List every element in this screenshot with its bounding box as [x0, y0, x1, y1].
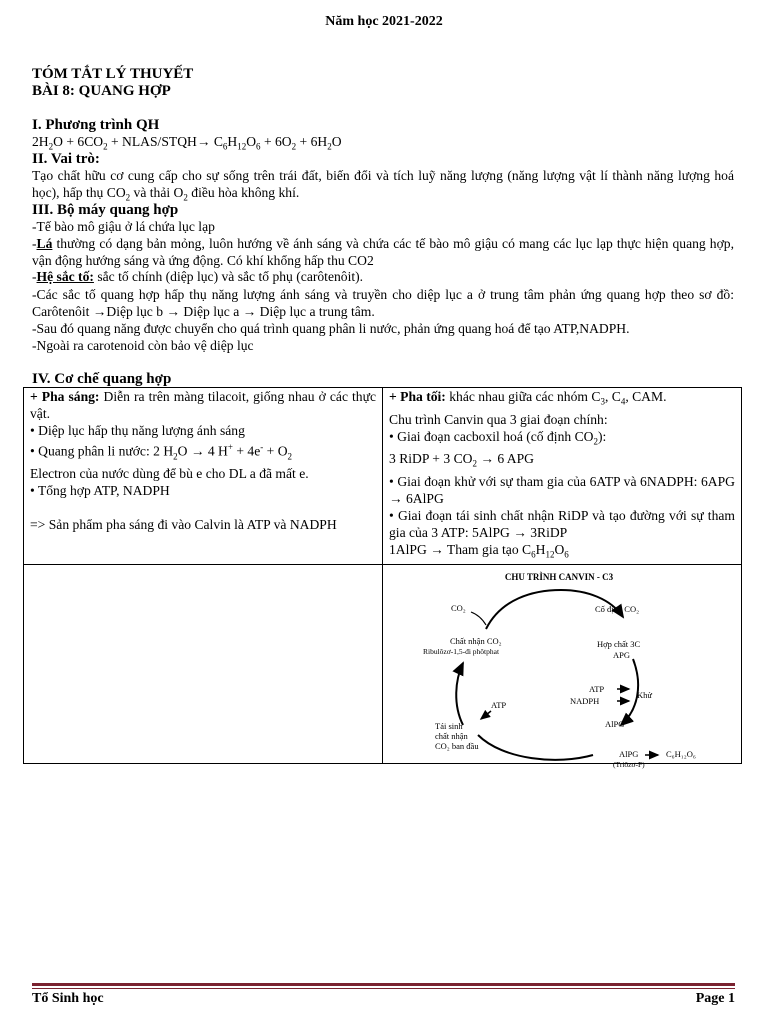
- light-phase-cell: [24, 388, 383, 565]
- light-bullet-3: • Tổng hợp ATP, NADPH: [30, 483, 170, 499]
- glucose-label: C₆H₁₂O₆: [666, 748, 696, 759]
- atp-regen-arrow: [481, 711, 491, 719]
- acceptor-label: Chất nhận CO₂: [450, 635, 502, 646]
- co2-input-arrow: [471, 612, 486, 625]
- empty-cell: [24, 564, 383, 763]
- dark-bullet-2: • Giai đoạn khử với sự tham gia của 6ATP và 6NADPH: 6APG → 6AlPG: [389, 474, 735, 507]
- footer-rule: [32, 983, 735, 986]
- co2-label: CO₂: [451, 602, 466, 613]
- reduction-label: Khử: [637, 689, 652, 700]
- dark-phase-intro: + Pha tối: khác nhau giữa các nhóm $C_3$, $C_4$, CAM.: [389, 389, 667, 407]
- alpg-output-label: AlPG: [619, 748, 639, 759]
- light-bullet-1: • Diệp lục hấp thụ năng lượng ánh sáng: [30, 423, 245, 438]
- apparatus-line-4: -Các sắc tố quang hợp hấp thụ năng lượng ánh sáng và truyền cho diệp lục a ở trung tâm phản ứng quang hợp theo sơ đồ: Carôtenôit →Diệp lục b → Diệp lục a → Diệp lục a trung tâm.: [32, 287, 734, 319]
- section-1-heading: I. Phương trình QH: [32, 117, 160, 133]
- co2-fixation-label: Cố định CO₂: [595, 603, 640, 614]
- dark-bullet-1: • Giai đoạn cacboxil hoá (cố định $CO_2$):: [389, 428, 607, 447]
- three-carbon-label: Hợp chất 3C: [597, 638, 641, 649]
- triose-label: (Triôzơ-P): [613, 759, 645, 769]
- light-phase-intro: + Pha sáng: Diễn ra trên màng tilacoit, giống nhau ở các thực vật.: [30, 389, 376, 421]
- atp-label: ATP: [589, 683, 605, 694]
- nadph-label: NADPH: [570, 695, 600, 706]
- role-text: Tạo chất hữu cơ cung cấp cho sự sống trên trái đất, biến đổi và tích luỹ năng lượng (năng lượng vật lí thành năng lượng hoá học), hấp thụ $CO_2$ và thải $O_2$ điều hòa không khí.: [32, 168, 734, 203]
- section-3-heading: III. Bộ máy quang hợp: [32, 202, 179, 218]
- atp-regen-label: ATP: [491, 699, 507, 710]
- diagram-cell: [383, 564, 742, 769]
- diagram-title: CHU TRÌNH CANVIN - C3: [504, 571, 614, 582]
- apg-label: APG: [613, 649, 631, 660]
- apparatus-leaf: -Lá thường có dạng bản mỏng, luôn hướng về ánh sáng và chứa các tế bào mô giậu có mang các lục lạp thực hiện quang hợp, vận động hướng sáng và ứng động. Có khí khổng hấp thu CO2: [32, 236, 734, 268]
- alpg-label: AlPG: [605, 718, 625, 729]
- dark-phase-cell: [383, 388, 742, 565]
- footer-rule-thin: [32, 988, 735, 989]
- light-electron-text: Electron của nước dùng để bù e cho DL a đã mất e.: [30, 466, 309, 482]
- dark-bullet-3: • Giai đoạn tái sinh chất nhận RiDP và tạo đường với sự tham gia của 3 ATP: 5AlPG → 3RiDP: [389, 508, 735, 541]
- calvin-intro: Chu trình Canvin qua 3 giai đoạn chính:: [389, 411, 608, 427]
- lesson-title: BÀI 8: QUANG HỢP: [32, 83, 171, 99]
- mechanism-table: [23, 387, 742, 769]
- light-product: => Sản phẩm pha sáng đi vào Calvin là ATP và NADPH: [30, 517, 337, 533]
- apparatus-line-1: -Tế bào mô giậu ở lá chứa lục lạp: [32, 219, 215, 234]
- page-title: TÓM TẮT LÝ THUYẾT: [32, 66, 194, 82]
- apparatus-line-5: -Sau đó quang năng được chuyển cho quá trình quang phân li nước, phản ứng quang hoá để tạo ATP,NADPH.: [32, 321, 630, 336]
- rubp-label: Ribulôzơ-1,5-đi phôtphat: [423, 646, 500, 656]
- cycle-arc-left: [456, 663, 463, 725]
- apparatus-line-6: -Ngoài ra carotenoid còn bảo vệ diệp lục: [32, 338, 254, 353]
- carboxylation-equation: 3 RiDP + 3 $CO_2 \to 6$ APG: [389, 451, 534, 470]
- regen-label-1: Tái sinh: [435, 720, 463, 731]
- calvin-cycle-diagram: [383, 565, 741, 769]
- footer-department: Tổ Sinh học: [32, 991, 104, 1006]
- regen-label-2: chất nhận: [435, 730, 468, 741]
- light-bullet-2: • Quang phân li nước: 2 $H_2O \to 4$ $H^+ + 4e^- + O_2$: [30, 442, 293, 462]
- apparatus-pigments: -Hệ sắc tố: sắc tố chính (diệp lục) và sắc tố phụ (carôtenôit).: [32, 269, 364, 284]
- regen-label-3: CO₂ ban đầu: [435, 740, 479, 751]
- footer-page-number: Page 1: [695, 991, 735, 1006]
- section-4-heading: IV. Cơ chế quang hợp: [32, 371, 172, 387]
- school-year: Năm học 2021-2022: [325, 14, 443, 29]
- cycle-arc-bottom: [478, 735, 593, 760]
- cycle-arc-right: [621, 659, 638, 725]
- section-2-heading: II. Vai trò:: [32, 151, 100, 167]
- photosynthesis-equation: $2H_2O + 6CO_2$ + NLAS/STQH→ $C_6H_{12}O_6 + 6O_2 + 6H_2O$: [32, 134, 342, 152]
- glucose-equation: 1AlPG → Tham gia tạo $C_6H_{12}O_6$: [389, 542, 569, 560]
